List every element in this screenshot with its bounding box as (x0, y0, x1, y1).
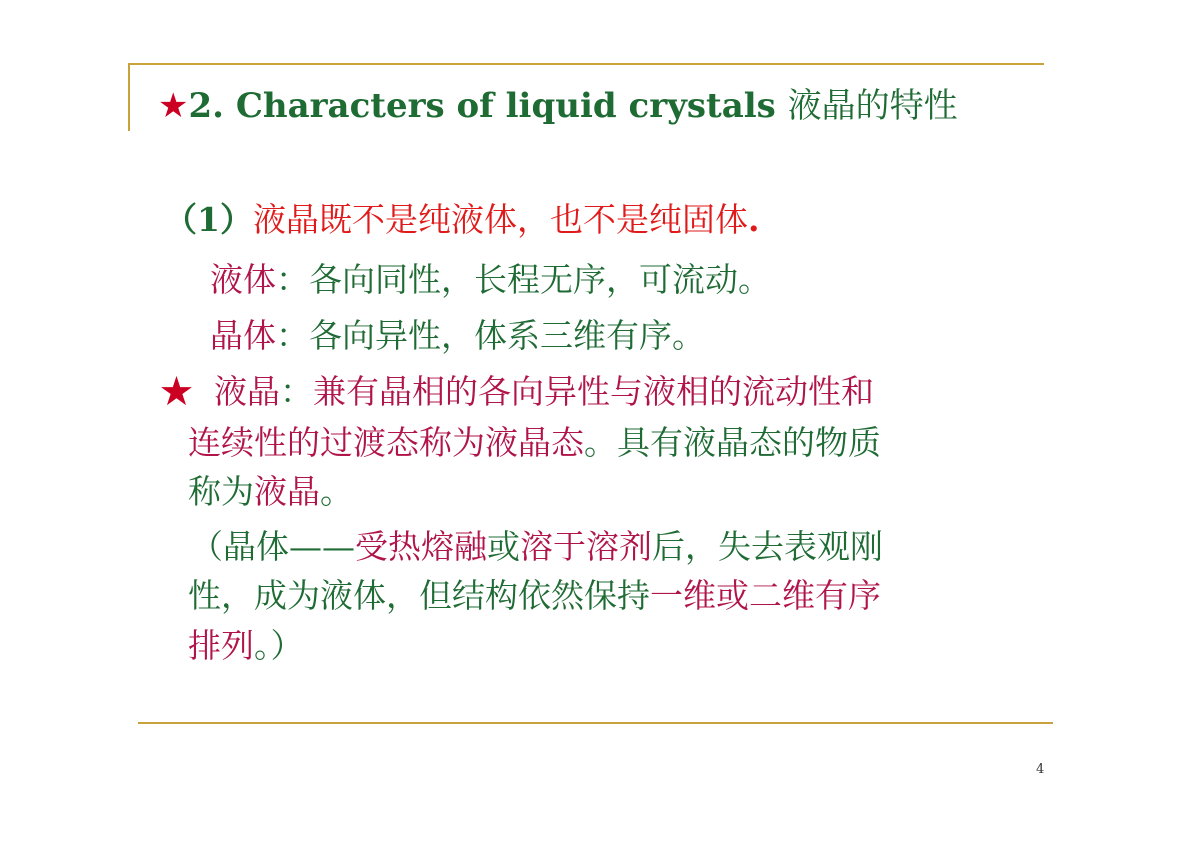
note-line-3-b: 。） (254, 626, 304, 665)
title-english: 2. Characters of liquid crystals (188, 86, 776, 126)
definition-line-1-text: 兼有晶相的各向异性与液相的流动性和 (312, 372, 874, 411)
note-line-1-a: （晶体—— (190, 527, 355, 566)
note-line-1 (190, 525, 883, 569)
definition-line-2-a: 连续性的过渡态称为液晶态 (188, 423, 584, 462)
star-icon: ★ (158, 86, 189, 126)
definition-line-1 (160, 370, 874, 414)
point-1-number: （1） (164, 200, 253, 239)
note-line-1-d: 溶于溶剂 (520, 527, 652, 566)
note-line-1-c: 或 (487, 527, 520, 566)
page-number: 4 (1036, 762, 1045, 777)
liquid-term: 液体 (210, 260, 276, 299)
definition-line-3 (188, 470, 353, 514)
slide-title (158, 84, 958, 128)
note-line-3 (188, 624, 304, 668)
liquid-line (210, 258, 771, 302)
note-line-3-a: 排列 (188, 626, 254, 665)
note-line-1-e: 后，失去表观刚 (652, 527, 883, 566)
crystal-colon: ： (276, 316, 309, 355)
title-chinese: 液晶的特性 (787, 86, 958, 126)
note-line-2-b: 一维或二维有序 (650, 576, 881, 615)
definition-line-3-a: 称为 (188, 472, 254, 511)
note-line-2-a: 性，成为液体，但结构依然保持 (188, 576, 650, 615)
note-line-1-b: 受热熔融 (355, 527, 487, 566)
note-line-2 (188, 574, 881, 618)
crystal-term: 晶体 (210, 316, 276, 355)
point-1-text: 液晶既不是纯液体，也不是纯固体 (252, 200, 748, 239)
star-icon: ★ (160, 372, 193, 411)
left-divider (128, 63, 130, 131)
definition-colon: ： (279, 372, 313, 411)
bottom-divider (138, 722, 1053, 724)
crystal-line (210, 314, 705, 358)
liquid-description: 各向同性，长程无序，可流动。 (309, 260, 771, 299)
definition-line-2 (188, 421, 881, 465)
point-1-period: . (747, 200, 760, 239)
definition-line-2-b: 。具有液晶态的物质 (584, 423, 881, 462)
crystal-description: 各向异性，体系三维有序。 (309, 316, 705, 355)
definition-term: 液晶 (213, 372, 280, 411)
definition-line-3-c: 。 (320, 472, 353, 511)
top-divider (128, 63, 1044, 65)
definition-line-3-b: 液晶 (254, 472, 320, 511)
point-1 (164, 198, 759, 242)
liquid-colon: ： (276, 260, 309, 299)
